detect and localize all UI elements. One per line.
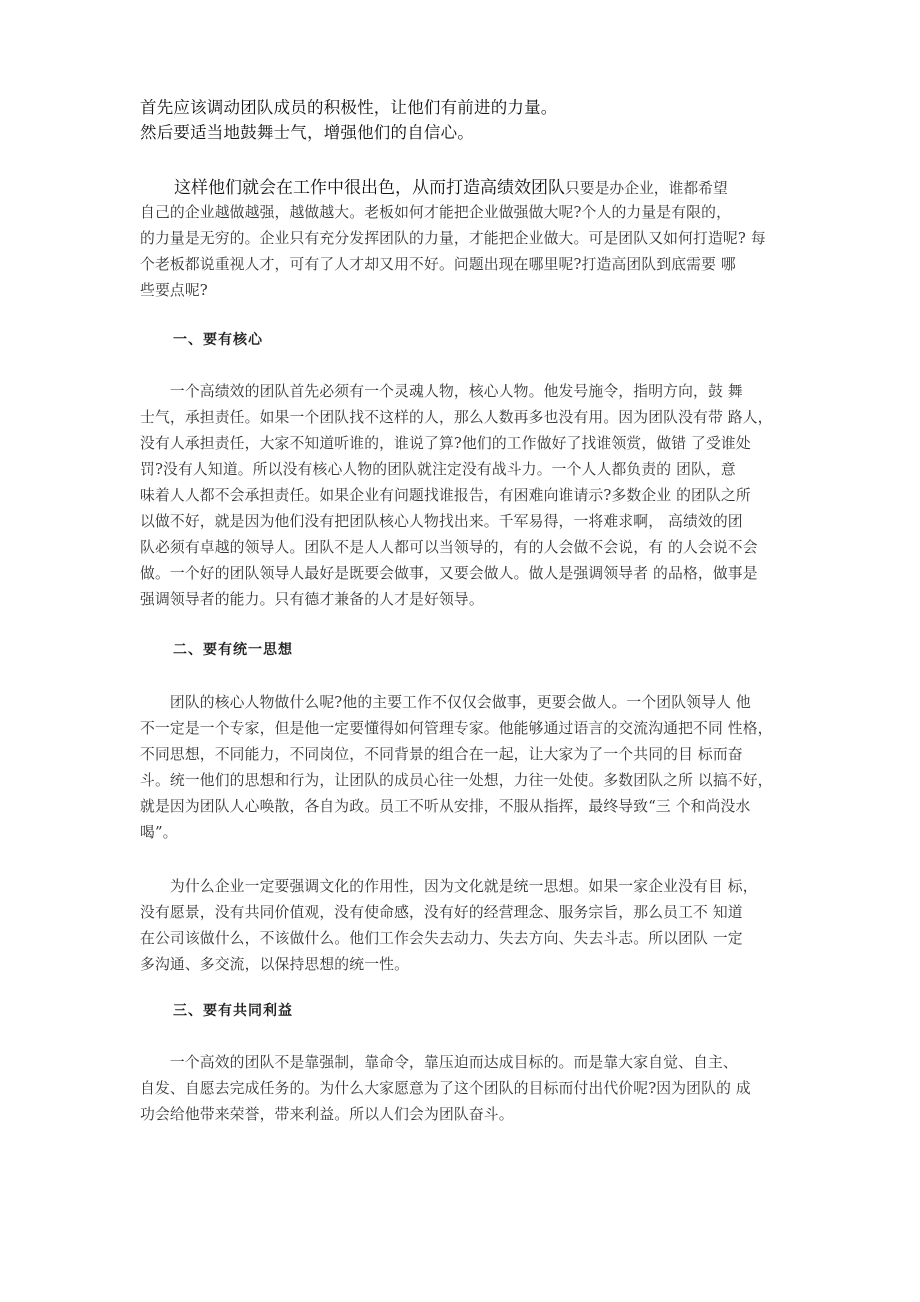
paragraph-line: 团队的核心人物做什么呢?他的主要工作不仅仅会做事，更要会做人。一个团队领导人 他 [140, 694, 751, 711]
paragraph-line: 就是因为团队人心唤散，各自为政。员工不听从安排，不服从指挥，最终导致“三 个和尚没水 [140, 798, 751, 815]
section-heading: 二、要有统一思想 [173, 642, 293, 658]
paragraph-line: 多沟通、多交流，以保持思想的统一性。 [140, 956, 410, 973]
overview-lead: 这样他们就会在工作中很出色，从而打造高绩效团队 [140, 178, 565, 198]
section-heading: 一、要有核心 [173, 332, 263, 348]
paragraph-line: 一个高效的团队不是靠强制，靠命令，靠压迫而达成目标的。而是靠大家自觉、自主、 [140, 1054, 738, 1071]
paragraph-line: 一个高绩效的团队首先必须有一个灵魂人物，核心人物。他发号施令，指明方向，鼓 舞 [140, 383, 743, 400]
paragraph-line: 没有愿景，没有共同价值观，没有使命感，没有好的经营理念、服务宗旨，那么员工不 知道 [140, 904, 743, 921]
paragraph-line: 做。一个好的团队领导人最好是既要会做事，又要会做人。做人是强调领导者 的品格，做事是 [140, 565, 758, 582]
paragraph-line: 强调领导者的能力。只有德才兼备的人才是好领导。 [140, 591, 484, 608]
paragraph-line: 的力量是无穷的。企业只有充分发挥团队的力量，才能把企业做大。可是团队又如何打造呢? 每 [140, 230, 766, 247]
paragraph-line: 功会给他带来荣誉，带来利益。所以人们会为团队奋斗。 [140, 1106, 514, 1123]
paragraph-line: 为什么企业一定要强调文化的作用性，因为文化就是统一思想。如果一家企业没有目 标， [140, 878, 758, 895]
paragraph-line: 个老板都说重视人才，可有了人才却又用不好。问题出现在哪里呢?打造高团队到底需要 哪 [140, 256, 736, 273]
paragraph-line: 罚?没有人知道。所以没有核心人物的团队就注定没有战斗力。一个人人都负责的 团队，意 [140, 461, 736, 478]
paragraph-line: 些要点呢? [140, 282, 208, 299]
paragraph-line: 味着人人都不会承担责任。如果企业有问题找谁报告，有困难向谁请示?多数企业 的团队之所 [140, 487, 751, 504]
paragraph-line: 不同思想，不同能力，不同岗位，不同背景的组合在一起，让大家为了一个共同的目 标而奋 [140, 746, 743, 763]
paragraph-line: 士气，承担责任。如果一个团队找不这样的人，那么人数再多也没有用。因为团队没有带 路人， [140, 409, 773, 426]
paragraph-line: 以做不好，就是因为他们没有把团队核心人物找出来。千军易得，一将难求啊， 高绩效的团 [140, 513, 743, 530]
intro-line: 然后要适当地鼓舞士气，增强他们的自信心。 [140, 123, 474, 142]
paragraph-line: 喝”。 [140, 824, 178, 841]
overview-first-line [140, 175, 728, 202]
paragraph-line: 队必须有卓越的领导人。团队不是人人都可以当领导的，有的人会做不会说，有 的人会说不会 [140, 539, 758, 556]
paragraph-line: 没有人承担责任，大家不知道听谁的，谁说了算?他们的工作做好了找谁领赏，做错 了受谁处 [140, 435, 751, 452]
section-heading: 三、要有共同利益 [173, 1003, 293, 1019]
paragraph-line: 自己的企业越做越强，越做越大。老板如何才能把企业做强做大呢?个人的力量是有限的， [140, 204, 732, 221]
paragraph-line: 在公司该做什么，不该做什么。他们工作会失去动力、失去方向、失去斗志。所以团队 一定 [140, 930, 743, 947]
paragraph-line: 斗。统一他们的思想和行为，让团队的成员心往一处想，力往一处使。多数团队之所 以搞不好， [140, 772, 773, 789]
intro-line: 首先应该调动团队成员的积极性，让他们有前进的力量。 [140, 98, 558, 117]
paragraph-line: 不一定是一个专家，但是他一定要懂得如何管理专家。他能够通过语言的交流沟通把不同 性格， [140, 720, 773, 737]
paragraph-line: 自发、自愿去完成任务的。为什么大家愿意为了这个团队的目标而付出代价呢?因为团队的 成 [140, 1080, 751, 1097]
overview-lead-rest: 只要是办企业，谁都希望 [565, 180, 728, 197]
